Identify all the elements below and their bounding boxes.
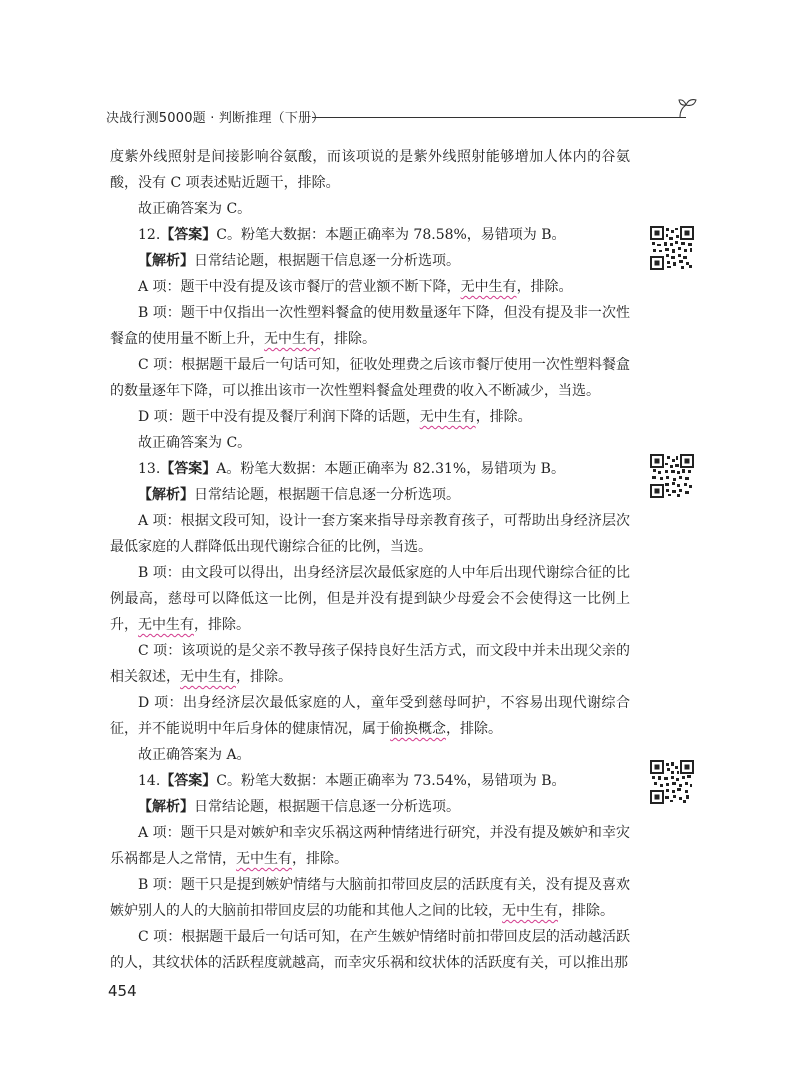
- q13-option-c: [110, 638, 630, 690]
- option-text: C 项：该项说的是父亲不教导孩子保持良好生活方式，而文段中并未出现父亲的相关叙述，: [110, 643, 630, 685]
- qr-code-icon[interactable]: [650, 226, 694, 270]
- answer-text: A。粉笔大数据：本题正确率为 82.31%，易错项为 B。: [216, 461, 565, 477]
- answer-label: 【答案】: [160, 773, 217, 789]
- error-type-mark: 无中生有: [419, 409, 476, 425]
- answer-label: 【答案】: [160, 461, 217, 477]
- analysis-label: 【解析】: [138, 799, 194, 815]
- q14-option-c: C 项：根据题干最后一句话可知，在产生嫉妒情绪时前扣带回皮层的活动越活跃的人，其纹状体的活跃程度就越高，而幸灾乐祸和纹状体的活跃度有关，可以推出那: [110, 929, 630, 971]
- option-text: A 项：题干中没有提及该市餐厅的营业额不断下降，: [138, 279, 461, 295]
- answer-text: C。粉笔大数据：本题正确率为 73.54%，易错项为 B。: [216, 773, 566, 789]
- running-header: [106, 103, 698, 127]
- error-type-mark: 无中生有: [236, 851, 292, 867]
- q12-answer: [110, 222, 630, 248]
- question-number: 13.: [138, 461, 161, 477]
- question-number: 14.: [138, 773, 161, 789]
- answer-explanations: [110, 144, 630, 976]
- q13-option-d: [110, 690, 630, 742]
- option-text: D 项：题干中没有提及餐厅利润下降的话题，: [138, 409, 420, 425]
- option-text: B 项：由文段可以得出，出身经济层次最低家庭的人中年后出现代谢综合征的比例最高，慈母可以降低这一比例，但是并没有提到缺少母爱会不会使得这一比例上升，: [110, 565, 630, 633]
- error-type-mark: 偷换概念: [390, 721, 446, 737]
- q12-option-d: [110, 404, 630, 430]
- q12-option-b: [110, 300, 630, 352]
- q14-answer: [110, 768, 630, 794]
- page-number: 454: [108, 982, 137, 1000]
- q13-option-a: A 项：根据文段可知，设计一套方案来指导母亲教育孩子，可帮助出身经济层次最低家庭的人群降低出现代谢综合征的比例，当选。: [110, 513, 630, 555]
- q14-analysis: [110, 794, 630, 820]
- option-tail: ，排除。: [558, 903, 614, 919]
- conclusion: 故正确答案为 C。: [138, 435, 252, 451]
- q14-option-a: [110, 820, 630, 872]
- option-tail: ，排除。: [236, 669, 292, 685]
- answer-label: 【答案】: [160, 227, 217, 243]
- leaf-icon: [678, 97, 698, 119]
- analysis-label: 【解析】: [138, 487, 194, 503]
- qr-code-icon[interactable]: [650, 760, 694, 804]
- q12-analysis: [110, 248, 630, 274]
- paragraph: 度紫外线照射是间接影响谷氨酸，而该项说的是紫外线照射能够增加人体内的谷氨酸，没有 C 项表述贴近题干，排除。: [110, 149, 630, 191]
- analysis-text: 日常结论题，根据题干信息逐一分析选项。: [194, 487, 460, 503]
- error-type-mark: 无中生有: [138, 617, 194, 633]
- option-tail: ，排除。: [194, 617, 250, 633]
- analysis-text: 日常结论题，根据题干信息逐一分析选项。: [194, 253, 460, 269]
- analysis-label: 【解析】: [138, 253, 194, 269]
- error-type-mark: 无中生有: [502, 903, 558, 919]
- error-type-mark: 无中生有: [460, 279, 517, 295]
- q13-answer: [110, 456, 630, 482]
- option-tail: ，排除。: [320, 331, 376, 347]
- q13-analysis: [110, 482, 630, 508]
- header-rule: [312, 117, 686, 118]
- q12-option-c: C 项：根据题干最后一句话可知，征收处理费之后该市餐厅使用一次性塑料餐盒的数量逐年下降，可以推出该市一次性塑料餐盒处理费的收入不断减少，当选。: [110, 357, 630, 399]
- qr-code-icon[interactable]: [650, 454, 694, 498]
- q12-option-a: [110, 274, 630, 300]
- option-text: D 项：出身经济层次最低家庭的人，童年受到慈母呵护，不容易出现代谢综合征，并不能说明中年后身体的健康情况，属于: [110, 695, 630, 737]
- option-tail: ，排除。: [516, 279, 573, 295]
- question-number: 12.: [138, 227, 161, 243]
- option-tail: ，排除。: [446, 721, 502, 737]
- conclusion: 故正确答案为 C。: [138, 201, 252, 217]
- option-tail: ，排除。: [292, 851, 348, 867]
- q13-option-b: [110, 560, 630, 638]
- option-text: A 项：题干只是对嫉妒和幸灾乐祸这两种情绪进行研究，并没有提及嫉妒和幸灾乐祸都是人之常情，: [110, 825, 630, 867]
- analysis-text: 日常结论题，根据题干信息逐一分析选项。: [194, 799, 460, 815]
- answer-text: C。粉笔大数据：本题正确率为 78.58%，易错项为 B。: [216, 227, 566, 243]
- error-type-mark: 无中生有: [180, 669, 236, 685]
- error-type-mark: 无中生有: [264, 331, 320, 347]
- option-text: B 项：题干中仅指出一次性塑料餐盒的使用数量逐年下降，但没有提及非一次性餐盒的使用量不断上升，: [110, 305, 630, 347]
- q14-option-b: [110, 872, 630, 924]
- option-tail: ，排除。: [475, 409, 532, 425]
- conclusion: 故正确答案为 A。: [138, 747, 251, 763]
- option-text: B 项：题干只是提到嫉妒情绪与大脑前扣带回皮层的活跃度有关，没有提及喜欢嫉妒别人的人的大脑前扣带回皮层的功能和其他人之间的比较，: [110, 877, 630, 919]
- book-title: 决战行测5000题 · 判断推理（下册）: [106, 111, 325, 126]
